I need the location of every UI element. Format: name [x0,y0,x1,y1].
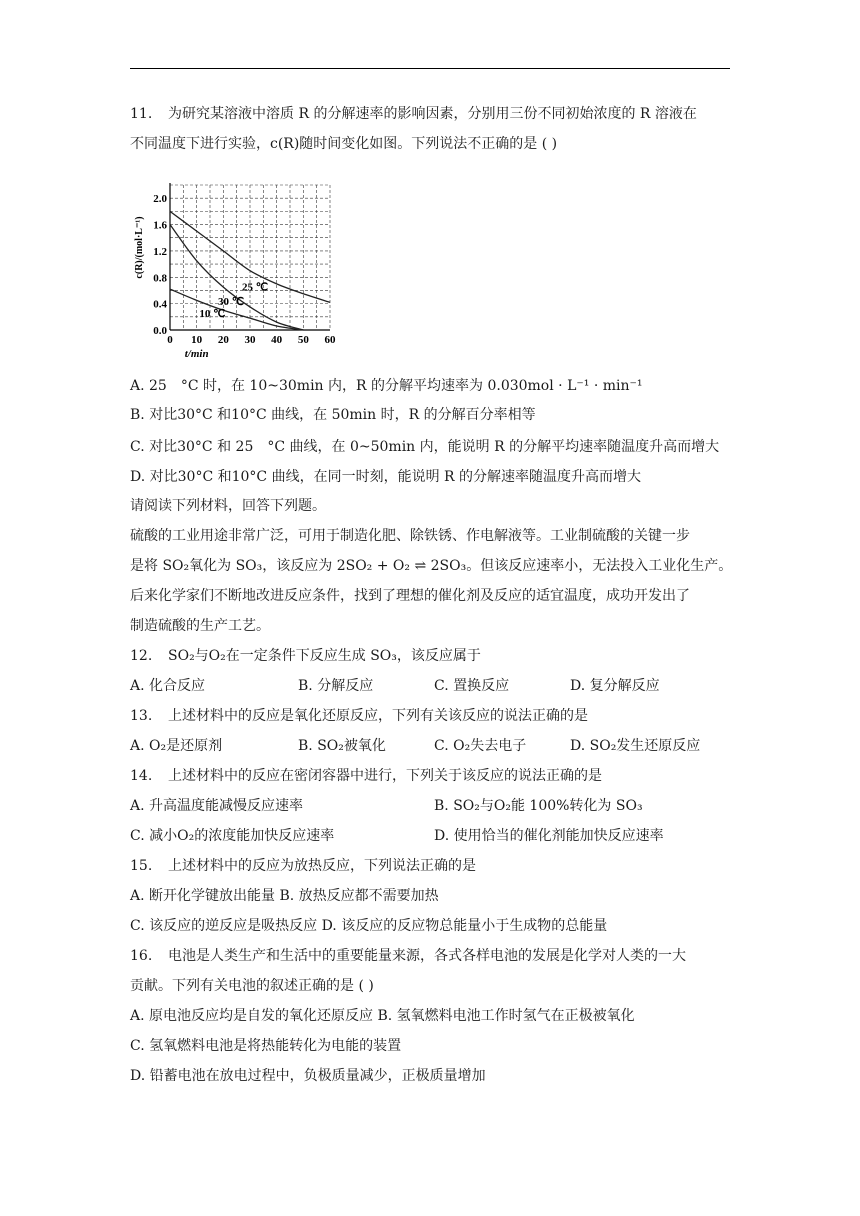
q12-option-c: C. 置换反应 [434,678,510,694]
q14-option-c: C. 减小O₂的浓度能加快反应速率 [130,828,335,844]
curve-label: 30 ℃ [218,295,245,308]
y-tick-label: 0.4 [153,298,167,311]
x-axis-label: t/min [184,348,209,360]
y-tick-label: 2.0 [153,193,167,206]
q15-number: 15. [130,858,153,874]
decay-chart [130,175,340,365]
q12-stem [130,646,481,666]
q15-stem-text: 上述材料中的反应为放热反应，下列说法正确的是 [168,858,476,874]
q16-stem-line2: 贡献。下列有关电池的叙述正确的是 ( ) [130,978,374,994]
chart-labels [134,193,336,360]
q11-stem-line1 [130,104,697,124]
header-rule [130,68,730,69]
q12-number: 12. [130,648,153,664]
q11-option-c: C. 对比30°C 和 25 °C 曲线，在 0~50min 内，能说明 R 的分解平均速率随温度升高而增大 [130,439,720,455]
x-tick-label: 20 [217,334,229,346]
q16-stem-line1 [130,946,686,966]
material-p3: 后来化学家们不断地改进反应条件，找到了理想的催化剂及反应的适宜温度，成功开发出了 [130,588,690,604]
y-tick-label: 1.2 [153,245,167,258]
q12-option-b: B. 分解反应 [298,678,374,694]
q12-option-d: D. 复分解反应 [570,678,660,694]
q11-option-b: B. 对比30°C 和10°C 曲线，在 50min 时，R 的分解百分率相等 [130,407,536,423]
material-p2: 是将 SO₂氧化为 SO₃，该反应为 2SO₂ + O₂ ⇌ 2SO₃。但该反应速率小，无法投入工业化生产。 [130,558,733,574]
q11-number: 11. [130,106,153,122]
x-tick-label: 30 [244,334,256,346]
q14-stem [130,766,602,786]
material-p1: 硫酸的工业用途非常广泛，可用于制造化肥、除铁锈、作电解液等。工业制硫酸的关键一步 [130,528,690,544]
curve-label: 10 ℃ [199,307,226,320]
q14-stem-text: 上述材料中的反应在密闭容器中进行，下列关于该反应的说法正确的是 [168,768,602,784]
q12-option-a: A. 化合反应 [130,678,206,694]
q14-option-b: B. SO₂与O₂能 100%转化为 SO₃ [434,798,643,814]
q14-number: 14. [130,768,153,784]
q16-stem-text1: 电池是人类生产和生活中的重要能量来源，各式各样电池的发展是化学对人类的一大 [168,948,686,964]
curve-label: 25 ℃ [242,281,269,294]
q16-number: 16. [130,948,153,964]
q11-option-d: D. 对比30°C 和10°C 曲线，在同一时刻，能说明 R 的分解速率随温度升高而增大 [130,469,642,485]
material-intro: 请阅读下列材料，回答下列题。 [130,498,326,514]
y-tick-label: 0.0 [153,325,167,337]
x-tick-label: 10 [191,334,203,346]
q16-options-ab: A. 原电池反应均是自发的氧化还原反应 B. 氢氧燃料电池工作时氢气在正极被氧化 [130,1008,635,1024]
x-tick-label: 50 [297,334,309,346]
q13-number: 13. [130,708,153,724]
q11-stem-text1: 为研究某溶液中溶质 R 的分解速率的影响因素，分别用三份不同初始浓度的 R 溶液在 [168,106,697,122]
q16-option-c: C. 氢氧燃料电池是将热能转化为电能的装置 [130,1038,402,1054]
q15-options-cd: C. 该反应的逆反应是吸热反应 D. 该反应的反应物总能量小于生成物的总能量 [130,918,608,934]
q13-option-c: C. O₂失去电子 [434,738,527,754]
y-axis-label: c(R)/(mol·L⁻¹) [134,216,145,279]
q11-stem-line2: 不同温度下进行实验，c(R)随时间变化如图。下列说法不正确的是 ( ) [130,136,558,152]
x-tick-label: 40 [271,334,283,346]
y-tick-label: 0.8 [153,272,167,285]
y-tick-label: 1.6 [153,219,167,232]
q11-option-a: A. 25 °C 时，在 10~30min 内，R 的分解平均速率为 0.030mol · L⁻¹ · min⁻¹ [130,378,643,394]
material-p4: 制造硫酸的生产工艺。 [130,618,270,634]
q13-stem-text: 上述材料中的反应是氧化还原反应，下列有关该反应的说法正确的是 [168,708,588,724]
q13-stem [130,706,588,726]
q12-stem-text: SO₂与O₂在一定条件下反应生成 SO₃，该反应属于 [168,648,481,664]
q15-options-ab: A. 断开化学键放出能量 B. 放热反应都不需要加热 [130,888,439,904]
q14-option-d: D. 使用恰当的催化剂能加快反应速率 [434,828,664,844]
q13-option-b: B. SO₂被氧化 [298,738,386,754]
x-tick-label: 60 [324,334,336,346]
q14-option-a: A. 升高温度能减慢反应速率 [130,798,304,814]
x-tick-label: 0 [167,334,173,346]
q13-option-a: A. O₂是还原剂 [130,738,223,754]
q16-option-d: D. 铅蓄电池在放电过程中，负极质量减少，正极质量增加 [130,1068,486,1084]
q15-stem [130,856,476,876]
q13-option-d: D. SO₂发生还原反应 [570,738,701,754]
